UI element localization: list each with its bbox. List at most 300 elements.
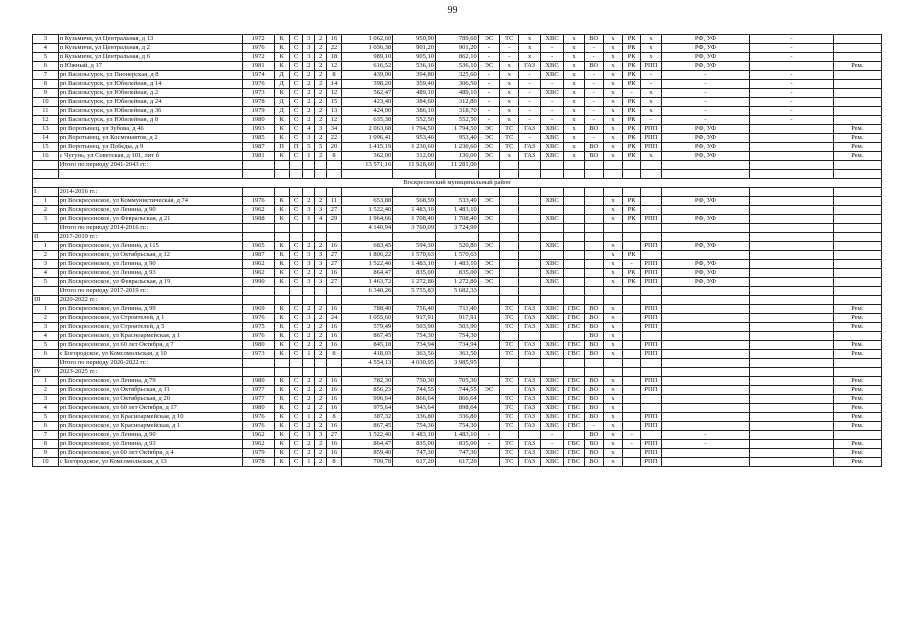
blank-cell xyxy=(341,368,392,377)
data-cell xyxy=(833,71,881,80)
data-cell: 1977 xyxy=(242,395,274,404)
data-cell: Рем. xyxy=(833,314,881,323)
blank-cell xyxy=(641,368,661,377)
blank-cell xyxy=(623,359,641,368)
data-cell: ЭС xyxy=(478,62,499,71)
address-cell: с Чугунь, ул Советская, д 101, лит б xyxy=(58,152,242,161)
data-cell xyxy=(519,215,540,224)
blank-cell xyxy=(478,287,499,296)
blank-cell xyxy=(303,233,315,242)
data-cell: К xyxy=(274,314,289,323)
data-cell: РПП xyxy=(641,134,661,143)
data-cell: РФ, УФ xyxy=(661,242,750,251)
period-number: III xyxy=(33,296,59,305)
address-cell: рп Воскресенское, ул Октябрьская, д 11 xyxy=(58,386,242,395)
data-cell: 754,30 xyxy=(436,422,479,431)
blank-cell xyxy=(326,287,341,296)
address-cell: рп Васильсурск, ул Юбилейная, д 24 xyxy=(58,98,242,107)
data-cell: РФ, УФ xyxy=(661,53,750,62)
data-cell: ВО xyxy=(584,323,603,332)
data-cell: 2 xyxy=(303,440,315,449)
data-cell xyxy=(661,458,750,467)
data-cell xyxy=(750,449,833,458)
data-cell: - xyxy=(661,440,750,449)
data-cell: Рем. xyxy=(833,305,881,314)
data-cell: ЭС xyxy=(478,278,499,287)
data-cell xyxy=(478,413,499,422)
blank-cell xyxy=(603,368,622,377)
data-cell xyxy=(661,323,750,332)
data-cell: 12 xyxy=(326,89,341,98)
data-cell: 1990 xyxy=(242,278,274,287)
row-number: 6 xyxy=(33,422,59,431)
data-cell: ВО xyxy=(584,305,603,314)
data-cell: - xyxy=(540,440,564,449)
data-cell: РК xyxy=(623,107,641,116)
total-label: Итого по периоду 2017-2019 гг.: xyxy=(58,287,242,296)
data-cell: ГАЗ xyxy=(519,377,540,386)
blank-cell xyxy=(833,359,881,368)
data-cell: 1962 xyxy=(242,431,274,440)
data-cell: х xyxy=(603,278,622,287)
data-cell: С xyxy=(289,134,303,143)
data-cell xyxy=(750,377,833,386)
row-number: 1 xyxy=(33,377,59,386)
data-cell: 1973 xyxy=(242,350,274,359)
data-cell xyxy=(833,431,881,440)
data-cell xyxy=(661,422,750,431)
blank-cell xyxy=(519,188,540,197)
data-cell: 16 xyxy=(326,422,341,431)
data-cell: 16 xyxy=(326,377,341,386)
data-cell xyxy=(833,107,881,116)
blank-cell xyxy=(478,170,499,179)
blank-cell xyxy=(833,233,881,242)
data-cell: 16 xyxy=(326,404,341,413)
data-cell: ГВС xyxy=(564,404,584,413)
row-number: 4 xyxy=(33,269,59,278)
address-cell: рп Васильсурск, ул Пионерская, д 8 xyxy=(58,71,242,80)
data-cell: 2 xyxy=(303,404,315,413)
blank-cell xyxy=(603,188,622,197)
data-cell: 1972 xyxy=(242,53,274,62)
data-cell: С xyxy=(289,197,303,206)
data-cell: х xyxy=(641,53,661,62)
address-cell: рп Воскресенское, ул Красноармейская, д 1 xyxy=(58,422,242,431)
data-cell: К xyxy=(274,35,289,44)
table-row xyxy=(33,35,882,44)
data-cell: 20 xyxy=(326,143,341,152)
blank-cell xyxy=(274,161,289,170)
blank-cell xyxy=(519,368,540,377)
data-cell: х xyxy=(564,134,584,143)
data-cell: - xyxy=(584,116,603,125)
data-cell xyxy=(833,251,881,260)
blank-cell xyxy=(478,188,499,197)
data-cell xyxy=(750,152,833,161)
data-cell: 1976 xyxy=(242,422,274,431)
data-cell: С xyxy=(289,80,303,89)
data-cell: х xyxy=(641,44,661,53)
blank-cell xyxy=(564,368,584,377)
data-cell: х xyxy=(603,413,622,422)
blank-cell xyxy=(326,188,341,197)
data-cell: 1 272,80 xyxy=(436,278,479,287)
blank-cell xyxy=(564,224,584,233)
data-cell xyxy=(661,350,750,359)
total-value: 11 281,00 xyxy=(436,161,479,170)
data-cell: 2 xyxy=(303,341,315,350)
data-cell: - xyxy=(661,98,750,107)
data-cell: ГАЗ xyxy=(519,395,540,404)
row-number: 6 xyxy=(33,350,59,359)
data-cell: 2 xyxy=(315,80,327,89)
data-cell: х xyxy=(564,143,584,152)
data-cell: С xyxy=(289,242,303,251)
blank-cell xyxy=(584,170,603,179)
data-cell xyxy=(641,404,661,413)
data-cell: 8 xyxy=(326,152,341,161)
data-cell: х xyxy=(564,125,584,134)
data-cell: 705,30 xyxy=(436,377,479,386)
data-cell: ЭС xyxy=(478,215,499,224)
row-number: 2 xyxy=(33,386,59,395)
data-cell: х xyxy=(564,116,584,125)
data-cell: 1976 xyxy=(242,197,274,206)
blank-cell xyxy=(584,287,603,296)
data-cell xyxy=(833,206,881,215)
data-cell: 1976 xyxy=(242,413,274,422)
blank-cell xyxy=(519,287,540,296)
data-cell: 1975 xyxy=(242,323,274,332)
data-cell: С xyxy=(289,260,303,269)
data-cell: 8 xyxy=(326,71,341,80)
data-cell: РК xyxy=(623,116,641,125)
blank-cell xyxy=(661,224,750,233)
data-cell: РПП xyxy=(641,323,661,332)
blank-cell xyxy=(326,296,341,305)
data-cell: 2 xyxy=(303,449,315,458)
data-cell: - xyxy=(584,44,603,53)
total-value: 13 571,16 xyxy=(341,161,392,170)
table-row xyxy=(33,125,882,134)
data-cell: 489,10 xyxy=(393,89,436,98)
data-cell: 754,30 xyxy=(436,332,479,341)
data-cell xyxy=(641,197,661,206)
data-cell: ГАЗ xyxy=(519,323,540,332)
blank-cell xyxy=(584,224,603,233)
period-total-row xyxy=(33,287,882,296)
data-cell: х xyxy=(564,98,584,107)
data-cell: Рем. xyxy=(833,350,881,359)
data-cell xyxy=(584,206,603,215)
blank-cell xyxy=(33,287,59,296)
data-cell: - xyxy=(584,80,603,89)
data-cell xyxy=(833,35,881,44)
blank-cell xyxy=(833,296,881,305)
row-number: 2 xyxy=(33,206,59,215)
period-header-row xyxy=(33,368,882,377)
data-cell: х xyxy=(603,431,622,440)
data-cell: Д xyxy=(274,107,289,116)
data-cell xyxy=(584,278,603,287)
data-cell: К xyxy=(274,386,289,395)
data-cell: 866,64 xyxy=(436,395,479,404)
data-cell: С xyxy=(289,350,303,359)
data-cell: - xyxy=(661,116,750,125)
data-cell: 1993 xyxy=(242,125,274,134)
data-cell: РК xyxy=(623,134,641,143)
address-cell: рп Воскресенское, ул Ленина, д 79 xyxy=(58,377,242,386)
data-cell: 306,50 xyxy=(436,80,479,89)
table-row xyxy=(33,80,882,89)
row-number: 15 xyxy=(33,143,59,152)
address-cell: рп Воскресенское, ул Ленина, д 90 xyxy=(58,431,242,440)
data-cell: 653,88 xyxy=(341,197,392,206)
data-cell: 16 xyxy=(326,386,341,395)
blank-cell xyxy=(274,368,289,377)
data-cell: ХВС xyxy=(540,62,564,71)
data-cell: С xyxy=(289,323,303,332)
data-cell: 709,78 xyxy=(341,458,392,467)
data-cell: 398,20 xyxy=(341,80,392,89)
data-cell: К xyxy=(274,125,289,134)
data-cell: ХВС xyxy=(540,386,564,395)
data-cell: П xyxy=(289,143,303,152)
blank-cell xyxy=(623,188,641,197)
address-cell: рп Воскресенское, ул Октябрьская, д 12 xyxy=(58,251,242,260)
data-cell xyxy=(519,251,540,260)
data-cell: ХВС xyxy=(540,323,564,332)
data-cell: 16 xyxy=(326,269,341,278)
row-number: 3 xyxy=(33,395,59,404)
data-cell: 3 xyxy=(303,134,315,143)
blank-cell xyxy=(274,296,289,305)
data-cell xyxy=(750,458,833,467)
data-cell: 24 xyxy=(326,314,341,323)
data-cell xyxy=(641,332,661,341)
blank-cell xyxy=(303,188,315,197)
data-cell: ВО xyxy=(584,395,603,404)
data-cell xyxy=(641,395,661,404)
data-cell: - xyxy=(478,71,499,80)
data-cell: 1 483,10 xyxy=(393,431,436,440)
data-cell: - xyxy=(750,89,833,98)
data-cell xyxy=(519,206,540,215)
blank-cell xyxy=(603,296,622,305)
data-cell: х xyxy=(564,89,584,98)
data-cell: С xyxy=(289,431,303,440)
blank-cell xyxy=(303,161,315,170)
data-cell: - xyxy=(478,431,499,440)
data-cell: ТС xyxy=(500,440,519,449)
data-cell: 1969 xyxy=(242,305,274,314)
blank-cell xyxy=(289,359,303,368)
blank-cell xyxy=(833,170,881,179)
data-cell xyxy=(500,431,519,440)
data-cell: х xyxy=(641,107,661,116)
data-cell: 2 xyxy=(315,98,327,107)
blank-cell xyxy=(315,296,327,305)
blank-cell xyxy=(478,161,499,170)
data-cell: 2 xyxy=(303,332,315,341)
data-cell: С xyxy=(289,62,303,71)
data-cell: С xyxy=(289,404,303,413)
blank-cell xyxy=(393,170,436,179)
data-cell: 363,50 xyxy=(393,350,436,359)
data-cell: РФ, УФ xyxy=(661,260,750,269)
data-cell xyxy=(750,422,833,431)
blank-cell xyxy=(519,170,540,179)
data-cell: х xyxy=(500,116,519,125)
data-cell: РПП xyxy=(641,260,661,269)
blank-cell xyxy=(242,359,274,368)
blank-cell xyxy=(58,170,242,179)
data-cell: РК xyxy=(623,269,641,278)
blank-cell xyxy=(274,170,289,179)
data-cell: С xyxy=(289,341,303,350)
blank-cell xyxy=(326,368,341,377)
address-cell: рп Воскресенское, ул Строителей, д 5 xyxy=(58,323,242,332)
data-cell: ГВС xyxy=(564,341,584,350)
data-cell: 898,64 xyxy=(436,404,479,413)
data-cell: 2 xyxy=(315,89,327,98)
data-cell: 359,40 xyxy=(393,80,436,89)
data-cell: ГАЗ xyxy=(519,305,540,314)
data-cell: 3 xyxy=(315,260,327,269)
data-cell: х xyxy=(603,197,622,206)
blank-cell xyxy=(326,161,341,170)
data-cell xyxy=(500,242,519,251)
blank-cell xyxy=(341,296,392,305)
data-cell xyxy=(478,422,499,431)
table-row xyxy=(33,278,882,287)
data-cell: 2 xyxy=(315,152,327,161)
data-cell xyxy=(833,197,881,206)
data-cell: - xyxy=(519,107,540,116)
data-cell: - xyxy=(519,116,540,125)
data-cell: 975,64 xyxy=(341,404,392,413)
data-cell: К xyxy=(274,305,289,314)
data-cell: х xyxy=(500,62,519,71)
data-cell: 2 xyxy=(315,134,327,143)
blank-cell xyxy=(436,368,479,377)
data-cell: х xyxy=(603,458,622,467)
data-cell: РПП xyxy=(641,386,661,395)
data-cell: - xyxy=(641,116,661,125)
data-cell: 711,40 xyxy=(436,305,479,314)
data-cell: 747,30 xyxy=(393,449,436,458)
address-cell: рп Васильсурск, ул Юбилейная, д 36 xyxy=(58,107,242,116)
data-cell xyxy=(584,251,603,260)
data-cell xyxy=(584,215,603,224)
data-cell: ГВС xyxy=(564,395,584,404)
data-cell: 2 xyxy=(303,305,315,314)
data-cell: 27 xyxy=(326,251,341,260)
data-cell: Рем. xyxy=(833,404,881,413)
data-cell: 744,55 xyxy=(393,386,436,395)
row-number: 4 xyxy=(33,332,59,341)
data-cell xyxy=(564,269,584,278)
data-cell: 423,40 xyxy=(341,98,392,107)
data-cell: 387,32 xyxy=(341,413,392,422)
address-cell: рп Воротынец, ул Победы, д 9 xyxy=(58,143,242,152)
data-cell xyxy=(478,377,499,386)
data-cell: ВО xyxy=(584,413,603,422)
data-cell: 579,49 xyxy=(341,323,392,332)
data-cell: К xyxy=(274,341,289,350)
data-cell: ЭС xyxy=(478,197,499,206)
data-cell: 1 794,50 xyxy=(393,125,436,134)
data-cell: 3 xyxy=(315,125,327,134)
row-number: 1 xyxy=(33,305,59,314)
blank-cell xyxy=(519,233,540,242)
data-cell: х xyxy=(519,53,540,62)
total-value: 11 928,60 xyxy=(393,161,436,170)
blank-cell xyxy=(641,188,661,197)
data-cell: 2 xyxy=(315,314,327,323)
data-cell xyxy=(641,206,661,215)
data-cell: ВО xyxy=(584,152,603,161)
address-cell: рп Воскресенское, ул Февральская, д 19 xyxy=(58,278,242,287)
data-cell xyxy=(478,323,499,332)
row-number: 5 xyxy=(33,278,59,287)
data-cell: 2 xyxy=(303,116,315,125)
data-cell: 1 483,10 xyxy=(436,431,479,440)
data-cell: ТС xyxy=(500,422,519,431)
period-header-row xyxy=(33,188,882,197)
data-cell: Рем. xyxy=(833,341,881,350)
data-cell: ГАЗ xyxy=(519,152,540,161)
data-cell: К xyxy=(274,260,289,269)
data-cell: 3 xyxy=(303,206,315,215)
data-cell: 386,10 xyxy=(393,107,436,116)
data-cell: х xyxy=(564,62,584,71)
data-cell: РК xyxy=(623,278,641,287)
data-cell: 18 xyxy=(326,53,341,62)
data-cell: 562,47 xyxy=(341,89,392,98)
blank-cell xyxy=(303,287,315,296)
data-cell: х xyxy=(603,134,622,143)
data-cell xyxy=(833,242,881,251)
data-cell: х xyxy=(603,215,622,224)
data-cell: 4 xyxy=(303,125,315,134)
data-cell: ТС xyxy=(500,341,519,350)
data-cell xyxy=(478,332,499,341)
data-cell xyxy=(833,89,881,98)
blank-cell xyxy=(289,368,303,377)
data-cell: К xyxy=(274,206,289,215)
data-cell: - xyxy=(661,80,750,89)
data-cell: ТС xyxy=(500,35,519,44)
blank-cell xyxy=(33,161,59,170)
data-cell: х xyxy=(603,35,622,44)
data-cell: 856,23 xyxy=(341,386,392,395)
data-cell: х xyxy=(519,44,540,53)
data-cell xyxy=(661,377,750,386)
blank-cell xyxy=(500,170,519,179)
data-cell: Рем. xyxy=(833,377,881,386)
data-cell: ХВС xyxy=(540,260,564,269)
data-cell: 835,00 xyxy=(393,269,436,278)
data-cell xyxy=(661,206,750,215)
data-cell: ВО xyxy=(584,377,603,386)
data-cell: 418,03 xyxy=(341,350,392,359)
table-row xyxy=(33,206,882,215)
data-cell: х xyxy=(603,422,622,431)
data-cell: 15 xyxy=(326,98,341,107)
data-cell: 756,40 xyxy=(393,305,436,314)
